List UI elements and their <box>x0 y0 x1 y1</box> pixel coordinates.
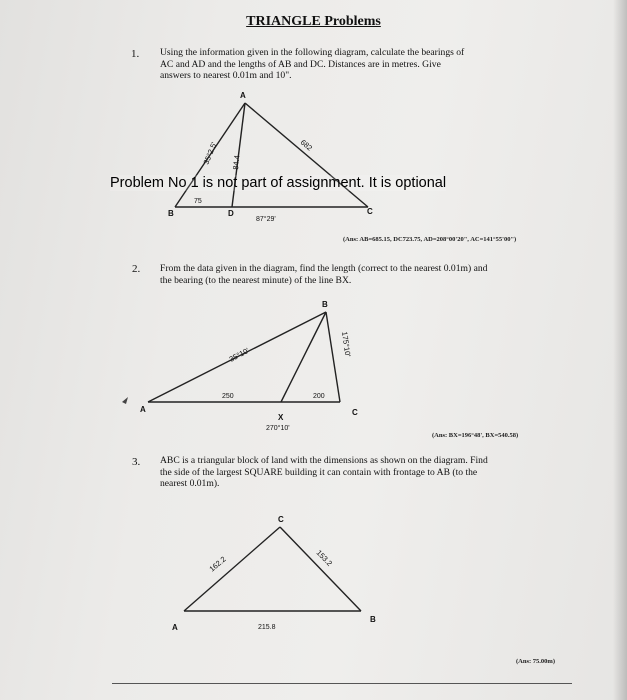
p2-stray-arrow-icon <box>122 397 128 404</box>
p3-label-c: C <box>278 515 284 524</box>
p2-bearing-ac: 270°10' <box>266 425 290 432</box>
problem-1-text: Using the information given in the following diagram, calculate the bearings of AC and AD and the lengths of AB and DC. Distances are in metres. Give answers to nearest 0.01m and 10". <box>160 47 465 81</box>
p1-bearing-ab: 35°2.5' <box>201 140 219 166</box>
p2-label-b: B <box>322 300 328 309</box>
p2-length-xc: 200 <box>313 393 325 400</box>
p1-line-ac <box>245 103 368 207</box>
problem-3-number: 3. <box>132 456 141 468</box>
p1-length-bd: 75 <box>194 198 202 205</box>
p1-label-c: C <box>367 207 373 216</box>
problem-2-diagram <box>122 300 358 432</box>
problem-3-text: ABC is a triangular block of land with the dimensions as shown on the diagram. Find the side of the largest SQUARE building it can contain with frontage to AB (to the nearest 0.01m). <box>160 455 488 489</box>
p2-label-a: A <box>140 405 146 414</box>
p2-bearing-bc: 175°10' <box>340 331 353 358</box>
p1-label-d: D <box>228 209 234 218</box>
footer-rule <box>112 683 572 684</box>
optional-note-overlay: Problem No 1 is not part of assignment. It is optional <box>110 175 447 191</box>
problem-1-number: 1. <box>131 48 140 60</box>
p3-label-b: B <box>370 615 376 624</box>
p2-label-c: C <box>352 408 358 417</box>
p2-length-ax: 250 <box>222 393 234 400</box>
problem-3-diagram <box>172 515 376 632</box>
p1-length-ad: 84.4 <box>231 154 242 171</box>
p1-length-ac: 682 <box>298 137 315 153</box>
p2-angle-a: 35°10' <box>227 345 251 364</box>
p1-label-a: A <box>240 91 246 100</box>
problem-2-number: 2. <box>132 263 141 275</box>
p1-angle-d: 87°29' <box>256 216 276 223</box>
p1-label-b: B <box>168 209 174 218</box>
p3-line-ac <box>184 527 280 611</box>
p2-line-bc <box>326 312 340 402</box>
problem-2-answer: (Ans: BX=196°48', BX=540.58) <box>432 432 519 439</box>
p3-line-cb <box>280 527 361 611</box>
p3-label-a: A <box>172 623 178 632</box>
page-title: TRIANGLE Problems <box>246 14 381 29</box>
p2-line-bx <box>281 312 326 402</box>
problem-3-answer: (Ans: 75.00m) <box>516 658 555 665</box>
p3-length-bc: 153.2 <box>314 548 335 568</box>
p2-label-x: X <box>278 413 284 422</box>
problem-1-answer: (Ans: AB=685.15, DC723.75, AD=208°00'20", AC=141°55'00") <box>343 236 517 243</box>
p3-length-ac: 162.2 <box>207 554 228 574</box>
problem-2-text: From the data given in the diagram, find the length (correct to the nearest 0.01m) and the bearing (to the nearest minute) of the line BX. <box>160 263 488 286</box>
p3-length-ab: 215.8 <box>258 624 276 631</box>
problem-1-diagram <box>168 91 373 223</box>
